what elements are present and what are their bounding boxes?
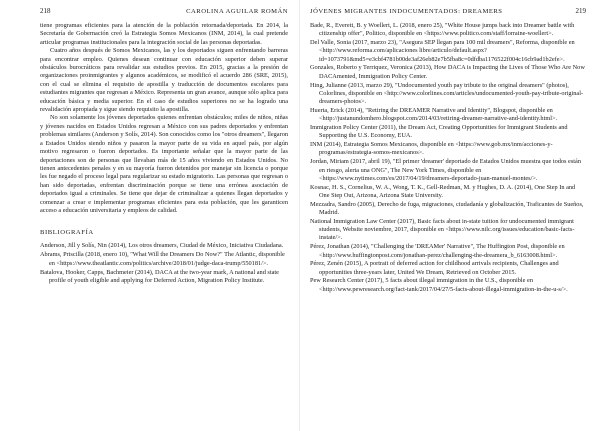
reference-entry: Huerta, Erick (2014), "Retiring the DREAMER Narrative and Identity", Blogspot, disponible en <http://justanundomhero.blogspot.com/2014/03/retiring-dreamer-narrative-and-identity.html>. [310, 106, 558, 123]
reference-entry: Bade, R., Everett, B. y Woellert, L. (2018, enero 25), "White House jumps back into Dreamer battle with citizenship offer", Politico, disponible en <https://www.politico.com/staff/lorraine-woellert>. [310, 22, 575, 38]
reference-entry: Kosnac, H. S., Cornelius, W. A., Wong, T. K., Gell-Redman, M. y Hughes, D. A. (2014), One Step In and One Step Out, Arizona, Arizona State University. [310, 183, 576, 199]
running-head-title: JÓVENES MIGRANTES INDOCUMENTADOS: DREAMERS [310, 8, 503, 15]
running-head-author: CAROLINA AGUILAR ROMÁN [186, 8, 288, 15]
bibliography-heading: BIBLIOGRAFÍA [40, 229, 94, 237]
reference-entry: Immigration Policy Center (2011), the Dream Act, Creating Opportunities for Immigrant Students and Supporting the U.S. Economy, EUA. [310, 124, 568, 140]
running-head-right [310, 7, 586, 15]
reference-entry: National Immigration Law Center (2017), Basic facts about in-state tuition for undocumented immigrant students, Website noviembre, 2017, disponible en <https://www.nilc.org/issues/education/basic-facts-instate/>. [310, 217, 575, 242]
paragraph: Cuatro años después de Somos Mexicanos, las y los deportados siguen enfrentando barreras para encontrar empleo. Quienes desean continuar con educación superior deben superar obstáculos burocráticos para revalidar sus estudios previos. En 2015, gracias a la presión de organizaciones proinmigrantes y algunos académicos, se modificó el acuerdo 286 (SRE, 2015), con el cual se elimina el requisito de apostilla y traducción de documentos escolares para estudiantes migrantes que regresan a México. Representa un gran avance, aunque sólo aplica para educación básica y media superior. En el caso de estudios superiores no se ha logrado una revalidación apropiada y sigue siendo requisito la apostilla. [40, 47, 288, 114]
bibliography-list-left [40, 242, 288, 285]
running-head-left [40, 7, 288, 15]
paragraph: tiene programas eficientes para la atención de la población retornada/deportada. En 2014, la Secretaría de Gobernación creó la Estrategia Somos Mexicanos (INM, 2014), la cual pretende articular programas institucionales para la integración social de las personas deportadas. [40, 22, 288, 46]
right-page [300, 0, 600, 431]
reference-entry: Abrams, Priscilla (2018, enero 10), "What Will the Dreamers Do Now?" The Atlantic, disponible en <https://www.theatlantic.com/politics/archive/2018/01/judge-daca-trump/550181/>. [40, 251, 285, 267]
reference-entry: Batalova, Hooker, Capps, Bachmeier (2014), DACA at the two-year mark, A national and state profile of youth eligible and applying for Deferred Action, Migration Policy Institute. [40, 268, 279, 284]
page-number-right: 219 [575, 7, 586, 15]
reference-entry: Pérez, Jonathan (2014), "Challenging the 'DREAMer' Narrative", The Huffington Post, disponible en <http://www.huffingtonpost.com/jonathan-perez/challenging-the-dreamera_b_6163008.html>. [310, 243, 565, 259]
reference-entry: Del Valle, Sonia (2017, marzo 23), "Asegura SEP llegan para 100 mil dreamers", Reforma, disponible en <http://www.reforma.com/aplicaciones libre/articulo/default.aspx?id=1073791&md5=e3cbf4781b00de3af26eb82e7b5fba8c=0dfdba1176522f004c16cb9ad1b2efe>. [310, 39, 575, 63]
reference-entry: Anderson, Jill y Solís, Nin (2014), Los otros dreamers, Ciudad de México, Iniciativa Ciudadana. [40, 242, 284, 250]
bibliography-list-right [310, 22, 586, 294]
reference-entry: Hing, Julianne (2013, marzo 29), "Undocumented youth pay tribute to the original dreamers" (photos), Colorlines, disponible en <http://www.colorlines.com/articles/undocumented-youth-pay-tribute-original-dreamers-photos>. [310, 81, 584, 106]
page-number-left: 218 [40, 7, 51, 15]
paragraph: No son solamente los jóvenes deportados quienes enfrentan obstáculos; miles de niños, niñas y jóvenes nacidos en Estados Unidos regresan a México con sus padres deportados y enfrentan problemas similares (Anderson y Solís, 2014). Son conocidos como los "otros dreamers", llegaron a Estados Unidos siendo niños y pasaron la mayor parte de su vida en aquel país, por algún motivo regresaron o fueron deportados. Es importante señalar que la mayor parte de las deportaciones son de personas que llevaban más de 15 años viviendo en Estados Unidos. No tienen antecedentes penales y en su mayoría fueron detenidos por manejar sin licencia o porque les fue negado el proceso legal para regularizar su estado migratorio. Las personas que regresan o han sido deportadas, enfrentan discriminación porque se tiene una errónea asociación de deportados igual a criminales. Se tiene que dejar de criminalizar a quienes llegan deportados y comenzar a crear e implementar programas eficientes para esta población, que les garanticen acceso a educación universitaria y empleos de calidad. [40, 114, 288, 214]
reference-entry: Pew Research Center (2017), 5 facts about illegal immigration in the U.S., disponible en <http://www.pewresearch.org/fact-tank/2017/04/27/5-facts-about-illegal-immigration-in-the-u-s/>. [310, 277, 568, 293]
reference-entry: Pérez, Zenén (2015), A portrait of deferred action for childhood arrivals recipients, Challenges and opportunities three-years later, United We Dream, Retrieved on October 2015. [310, 260, 559, 276]
reference-entry: Jordan, Miriam (2017, abril 19), "El primer 'dreamer' deportado de Estados Unidos muestra que todos están en riesgo, alerta una ONG", The New York Times, disponible en <https://www.nytimes.com/es/2017/04/19/dreamers-deportado-juan-manuel-montes/>. [310, 158, 581, 182]
reference-entry: INM (2014), Estrategia Somos Mexicanos, disponible en <https://www.gob.mx/inm/acciones-y-programas/estrategia-somos-mexicanos>. [310, 141, 553, 157]
body-text [40, 22, 288, 215]
reference-entry: Mezzadra, Sandro (2005), Derecho de fuga, migraciones, ciudadanía y globalización, Traficantes de Sueños, Madrid. [310, 200, 584, 217]
reference-entry: Gonzales, Roberto y Terriquez, Veronica (2013), How DACA is Impacting the Lives of Those Who Are Now DACAmented, Immigration Policy Center. [310, 64, 585, 80]
